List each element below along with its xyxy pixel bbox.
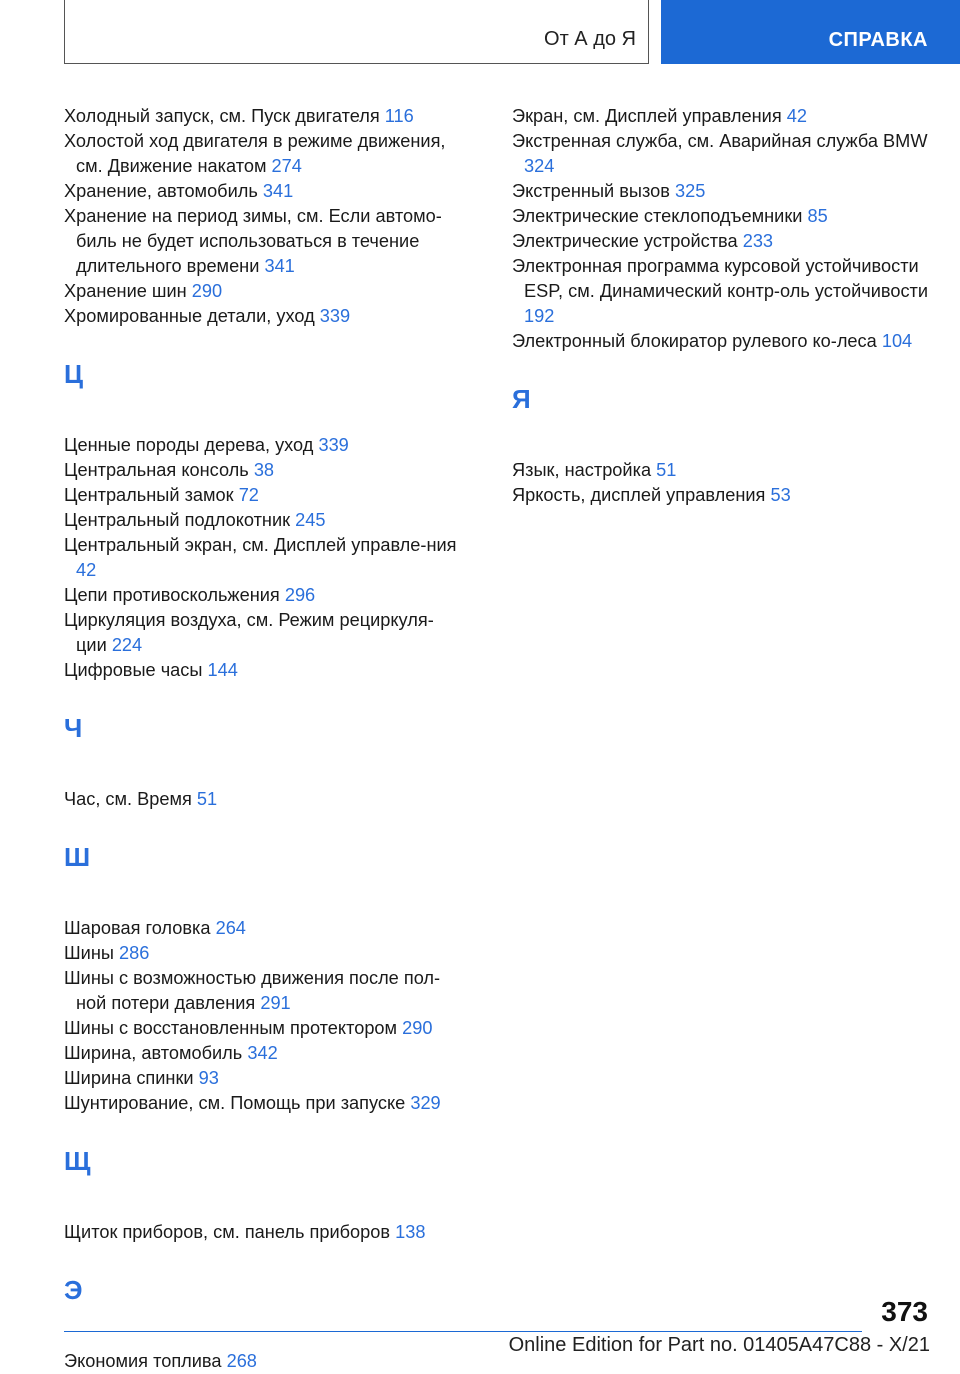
- index-entry: [64, 129, 464, 179]
- index-entry-page-link[interactable]: 51: [656, 460, 677, 480]
- index-letter-heading: Щ: [64, 1146, 91, 1176]
- index-entry: [64, 658, 464, 683]
- index-entry: [512, 329, 932, 354]
- index-entry: [512, 483, 932, 508]
- index-entry: [512, 104, 932, 129]
- index-entry: [512, 458, 932, 483]
- index-letter-heading: Я: [512, 384, 531, 414]
- index-entry: [64, 787, 464, 812]
- index-entry-page-link[interactable]: 329: [410, 1093, 441, 1113]
- index-entry: [64, 433, 464, 458]
- index-entry-text: Хранение шин: [64, 281, 187, 301]
- index-entry-text: Цифровые часы: [64, 660, 203, 680]
- index-entry: [64, 583, 464, 608]
- index-entry-text: Хранение на период зимы, см. Если автомо-биль не будет использоваться в течение длительного времени: [64, 206, 442, 276]
- index-entry-page-link[interactable]: 42: [76, 560, 97, 580]
- index-entry: [64, 104, 464, 129]
- index-entry-text: Центральная консоль: [64, 460, 249, 480]
- index-entry: [512, 129, 932, 179]
- index-entry-text: Час, см. Время: [64, 789, 192, 809]
- index-entry-text: Яркость, дисплей управления: [512, 485, 766, 505]
- index-entry-page-link[interactable]: 290: [191, 281, 223, 301]
- index-entry-page-link[interactable]: 341: [264, 256, 295, 276]
- index-entry-page-link[interactable]: 342: [247, 1043, 278, 1063]
- index-entry: [64, 941, 464, 966]
- index-entry-text: Ценные породы дерева, уход: [64, 435, 314, 455]
- index-entry: [512, 229, 932, 254]
- index-entry-page-link[interactable]: 290: [402, 1018, 433, 1038]
- index-entry: [64, 458, 464, 483]
- index-entry-page-link[interactable]: 72: [238, 485, 259, 505]
- index-entry-page-link[interactable]: 42: [786, 106, 807, 126]
- index-entry: [64, 916, 464, 941]
- index-entry-page-link[interactable]: 339: [319, 306, 351, 326]
- index-entry-page-link[interactable]: 268: [226, 1351, 257, 1371]
- header-chapter-tab[interactable]: [661, 0, 960, 64]
- index-entry: [64, 204, 464, 279]
- index-column-left: [64, 104, 464, 1374]
- index-entry-page-link[interactable]: 233: [742, 231, 774, 251]
- index-entry-page-link[interactable]: 53: [770, 485, 791, 505]
- index-entry-text: Шины с возможностью движения после пол-ной потери давления: [64, 968, 441, 1013]
- index-letter-heading: Ц: [64, 359, 83, 389]
- index-column-right: [512, 104, 932, 508]
- index-entry: [64, 304, 464, 329]
- header-chapter-title: СПРАВКА: [828, 29, 928, 51]
- index-entry-page-link[interactable]: 325: [674, 181, 706, 201]
- index-entry: [64, 608, 464, 658]
- index-entry-text: Центральный подлокотник: [64, 510, 291, 530]
- index-entry-page-link[interactable]: 286: [119, 943, 150, 963]
- index-entry-text: Хранение, автомобиль: [64, 181, 258, 201]
- footer-divider: [64, 1331, 862, 1332]
- index-entry-page-link[interactable]: 324: [524, 156, 555, 176]
- index-entry-text: Электрические устройства: [512, 231, 738, 251]
- index-entry-text: Центральный замок: [64, 485, 234, 505]
- index-entry-page-link[interactable]: 144: [207, 660, 238, 680]
- index-entry: [64, 1091, 464, 1116]
- index-entry-text: Электронная программа курсовой устойчивости ESP, см. Динамический контр-оль устойчивости: [512, 256, 929, 301]
- index-entry-page-link[interactable]: 38: [253, 460, 275, 480]
- index-entry-text: Шины с восстановленным протектором: [64, 1018, 398, 1038]
- index-entry-page-link[interactable]: 245: [295, 510, 326, 530]
- index-entry: [64, 966, 464, 1016]
- index-entry-page-link[interactable]: 93: [198, 1068, 219, 1088]
- index-entry-page-link[interactable]: 341: [262, 181, 294, 201]
- index-entry-page-link[interactable]: 138: [395, 1222, 426, 1242]
- index-entry-text: Язык, настройка: [512, 460, 652, 480]
- index-entry-page-link[interactable]: 264: [215, 918, 246, 938]
- index-entry-page-link[interactable]: 224: [111, 635, 143, 655]
- index-entry-text: Шунтирование, см. Помощь при запуске: [64, 1093, 406, 1113]
- index-entry-text: Щиток приборов, см. панель приборов: [64, 1222, 391, 1242]
- index-entry-text: Ширина спинки: [64, 1068, 194, 1088]
- header-section-title: От А до Я: [544, 28, 636, 50]
- index-entry-text: Электронный блокиратор рулевого ко-леса: [512, 331, 877, 351]
- index-entry-text: Ширина, автомобиль: [64, 1043, 243, 1063]
- index-entry: [64, 483, 464, 508]
- index-letter-heading: Ч: [64, 713, 83, 743]
- index-entry: [64, 1220, 464, 1245]
- index-entry-page-link[interactable]: 192: [524, 306, 555, 326]
- index-entry-page-link[interactable]: 274: [271, 156, 302, 176]
- index-entry-page-link[interactable]: 116: [384, 106, 414, 126]
- page-number: 373: [881, 1296, 928, 1327]
- index-entry: [64, 533, 464, 583]
- index-entry-text: Экран, см. Дисплей управления: [512, 106, 782, 126]
- index-entry: [64, 1041, 464, 1066]
- index-entry: [64, 1066, 464, 1091]
- index-entry-page-link[interactable]: 85: [807, 206, 828, 226]
- index-entry-text: Экономия топлива: [64, 1351, 222, 1371]
- index-letter-heading: Ш: [64, 842, 91, 872]
- index-entry: [64, 1016, 464, 1041]
- footer-edition: Online Edition for Part no. 01405A47C88 - X/21: [508, 1334, 930, 1356]
- index-entry: [512, 179, 932, 204]
- index-entry-page-link[interactable]: 51: [196, 789, 218, 809]
- index-entry-text: Циркуляция воздуха, см. Режим рециркуля-ции: [64, 610, 434, 655]
- index-entry-text: Экстренный вызов: [512, 181, 670, 201]
- index-entry: [512, 254, 932, 329]
- index-entry-page-link[interactable]: 296: [284, 585, 316, 605]
- index-entry-text: Шины: [64, 943, 114, 963]
- index-entry-page-link[interactable]: 104: [881, 331, 913, 351]
- index-entry-text: Холодный запуск, см. Пуск двигателя: [64, 106, 380, 126]
- index-entry-text: Шаровая головка: [64, 918, 211, 938]
- index-entry-page-link[interactable]: 291: [260, 993, 291, 1013]
- index-entry: [64, 279, 464, 304]
- index-entry-text: Цепи противоскольжения: [64, 585, 280, 605]
- index-entry: [64, 179, 464, 204]
- index-entry: [64, 508, 464, 533]
- index-entry-page-link[interactable]: 339: [318, 435, 349, 455]
- index-entry-text: Хромированные детали, уход: [64, 306, 315, 326]
- index-entry-text: Холостой ход двигателя в режиме движения, см. Движение накатом: [64, 131, 446, 176]
- header-section-box: [64, 0, 649, 64]
- index-entry-text: Центральный экран, см. Дисплей управле-ния: [64, 535, 457, 555]
- index-letter-heading: Э: [64, 1275, 83, 1305]
- index-entry-text: Экстренная служба, см. Аварийная служба BMW: [512, 131, 928, 151]
- index-entry: [512, 204, 932, 229]
- index-entry-text: Электрические стеклоподъемники: [512, 206, 803, 226]
